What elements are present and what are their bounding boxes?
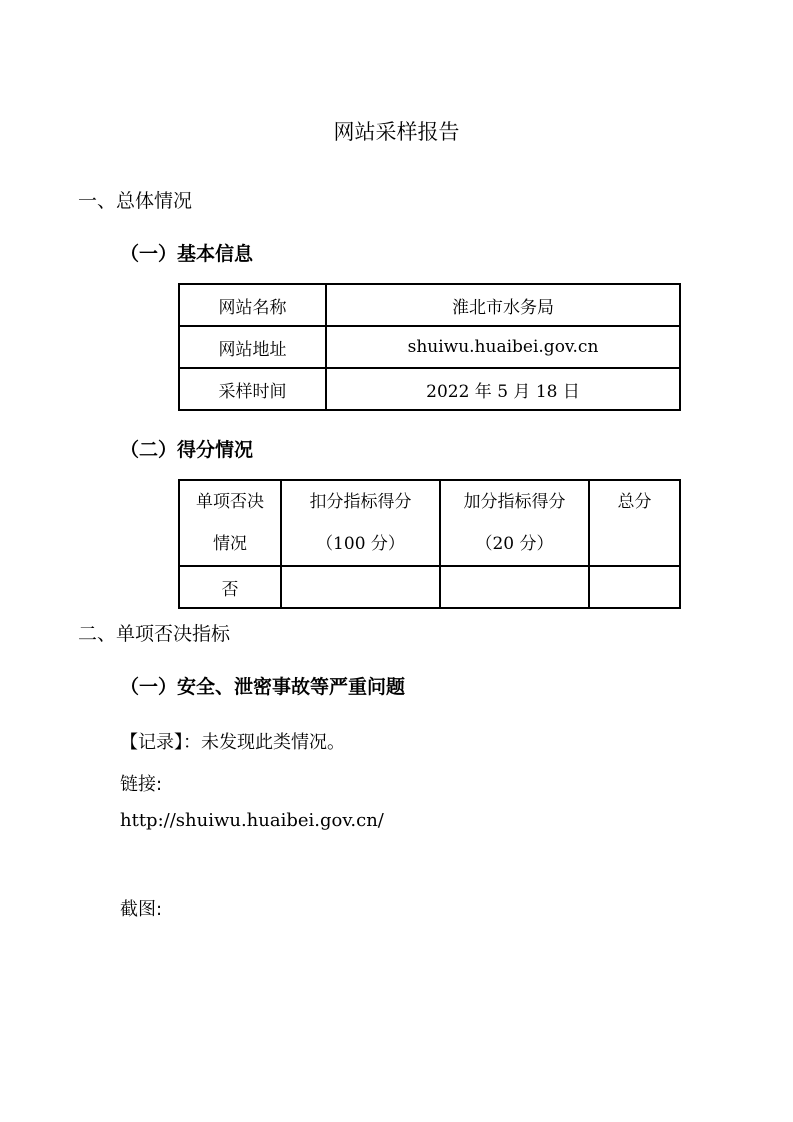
site-address-value: shuiwu.huaibei.gov.cn	[326, 326, 680, 368]
table-row	[179, 326, 680, 368]
veto-value: 否	[179, 566, 281, 608]
table-row	[179, 284, 680, 326]
basic-info-table	[178, 283, 681, 411]
section2-heading: 二、单项否决指标	[78, 623, 231, 645]
screenshot-label: 截图:	[120, 899, 163, 920]
report-title: 网站采样报告	[333, 120, 460, 144]
site-name-value: 淮北市水务局	[326, 284, 680, 326]
table-row	[179, 566, 680, 608]
table-header-row	[179, 480, 680, 566]
sample-time-label: 采样时间	[179, 368, 326, 410]
score-heading: （二）得分情况	[120, 439, 254, 461]
bonus-column-header: 加分指标得分 （20 分）	[440, 480, 589, 566]
site-name-label: 网站名称	[179, 284, 326, 326]
site-address-label: 网站地址	[179, 326, 326, 368]
total-value	[589, 566, 680, 608]
record-text: 【记录】：未发现此类情况。	[120, 732, 345, 753]
table-row	[179, 368, 680, 410]
deduction-column-header: 扣分指标得分 （100 分）	[281, 480, 440, 566]
sample-time-value: 2022 年 5 月 18 日	[326, 368, 680, 410]
score-table	[178, 479, 681, 609]
link-label: 链接:	[120, 774, 163, 795]
veto-column-header: 单项否决 情况	[179, 480, 281, 566]
total-column-header: 总分	[589, 480, 680, 566]
security-issues-heading: （一）安全、泄密事故等严重问题	[120, 676, 406, 698]
deduction-value	[281, 566, 440, 608]
section1-heading: 一、总体情况	[78, 190, 193, 212]
link-url[interactable]: http://shuiwu.huaibei.gov.cn/	[120, 810, 384, 831]
basic-info-heading: （一）基本信息	[120, 243, 254, 265]
bonus-value	[440, 566, 589, 608]
